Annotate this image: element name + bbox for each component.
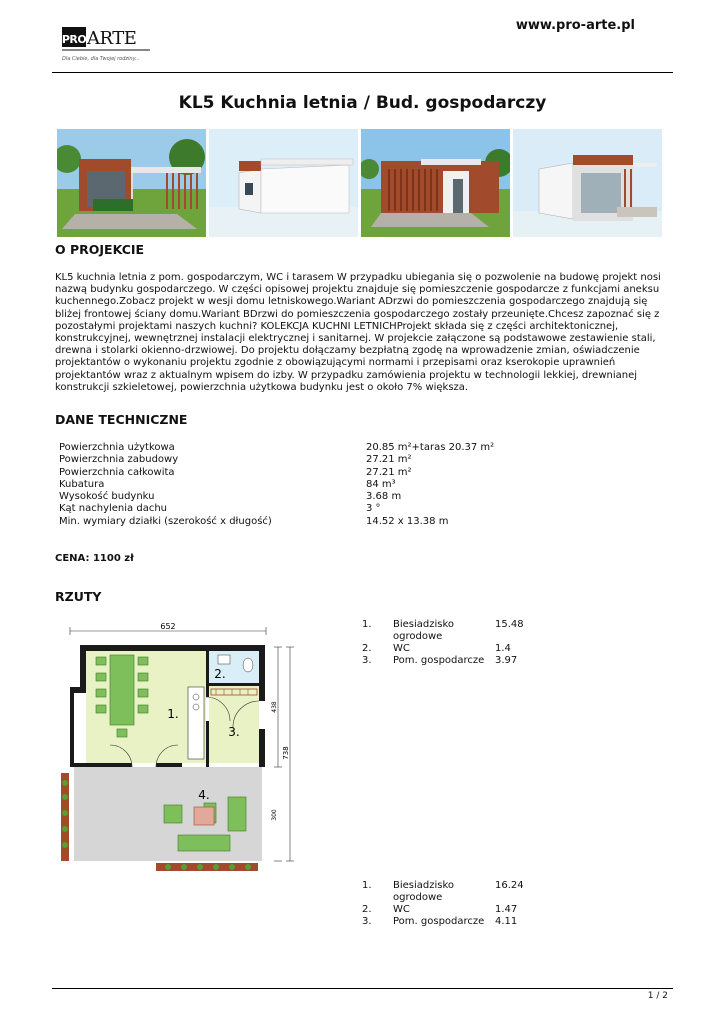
tech-row <box>59 491 494 503</box>
plans-heading: RZUTY <box>55 589 102 604</box>
tech-row <box>59 479 494 491</box>
header-divider <box>52 72 673 73</box>
visualization-image-1[interactable] <box>57 129 206 237</box>
price: CENA: 1100 zł <box>55 553 134 564</box>
room-label-4: 4. <box>198 788 210 802</box>
logo-tagline: Dla Ciebie, dla Twojej rodziny... <box>62 56 140 62</box>
room-name: WC <box>393 904 410 915</box>
tech-value: 20.85 m²+taras 20.37 m² <box>366 442 495 453</box>
tech-label: Kąt nachylenia dachu <box>59 503 168 515</box>
tech-row <box>59 454 494 466</box>
tech-value: 27.21 m² <box>366 454 412 466</box>
about-description: KL5 kuchnia letnia z pom. gospodarczym, WC i tarasem W przypadku ubiegania się o pozwolenie na budowę projekt nosi nazwą budynku gospodarczego. W części opisowej projektu znajduje się pomieszczenie gospodarcze z funkcjami aneksu kuchennego.Zobacz projekt w wesji domu letniskowego.Wariant ADrzwi do pomieszczenia gospodarczego znajdują się bliżej frontowej ściany domu.Wariant BDrzwi do pomieszczenia gospodarczego zostały przeunięte.Chcesz zapoznać się z pozostałymi projektami naszych kuchni? KOLEKCJA KUCHNI LETNICHProjekt składa się z części architektonicznej, konstrukcyjnej, wewnętrznej instalacji elektrycznej i sanitarnej. W projekcie załączone są podstawowe zestawienie stali, drewna i stolarki okienno-drzwiowej. Do projektu dołączamy bezpłatną zgodę na wprowadzenie zmian, oświadczenie projektantów o wykonaniu projektu zgodnie z obowiązującymi normami i przepisami oraz kserokopie uprawnień projektantów wraz z aktualnym wpisem do izby. W przypadku zamówienia projektu w technologii lekkiej, drewnianej konstrukcji szkieletowej, powierzchnia użytkowa budynku jest o około 7% większa. <box>55 272 661 393</box>
tech-label: Kubatura <box>59 478 105 490</box>
tech-value: 84 m³ <box>366 478 396 490</box>
tech-value: 14.52 x 13.38 m <box>366 515 449 527</box>
tech-value: 3.68 m <box>366 491 402 503</box>
room-number: 1. <box>362 880 372 891</box>
room-area: 15.48 <box>495 619 524 630</box>
tech-row <box>59 516 494 528</box>
page-number: 1 / 2 <box>647 991 668 1001</box>
room-area: 3.97 <box>495 655 518 666</box>
visualization-image-4[interactable] <box>513 129 662 237</box>
room-name: Biesiadzisko ogrodowe <box>393 880 455 903</box>
room-number: 2. <box>362 643 372 654</box>
room-area: 4.11 <box>495 916 518 927</box>
room-area: 1.4 <box>495 643 511 654</box>
tech-row <box>59 503 494 515</box>
tech-label: Powierzchnia użytkowa <box>59 442 175 453</box>
svg-text:ARTE: ARTE <box>87 28 137 49</box>
dim-right-total: 738 <box>282 746 290 760</box>
room-list-item <box>362 619 535 643</box>
dim-right-lower: 300 <box>271 809 278 821</box>
floor-plan[interactable] <box>52 617 302 875</box>
dim-width: 652 <box>160 622 176 631</box>
tech-value: 27.21 m² <box>366 466 412 478</box>
room-list-item <box>362 643 535 655</box>
room-area: 1.47 <box>495 904 518 915</box>
visualization-image-3[interactable] <box>361 129 510 237</box>
room-list-variant-a <box>362 619 535 667</box>
room-label-1: 1. <box>167 707 179 721</box>
room-number: 3. <box>362 655 372 666</box>
room-list-variant-b <box>362 880 535 928</box>
page-title: KL5 Kuchnia letnia / Bud. gospodarczy <box>178 93 547 113</box>
dim-right-upper: 438 <box>271 701 278 713</box>
tech-table <box>59 442 494 528</box>
tech-heading: DANE TECHNICZNE <box>55 412 188 427</box>
room-number: 3. <box>362 916 372 927</box>
room-number: 2. <box>362 904 372 915</box>
tech-value: 3 ° <box>366 503 381 515</box>
site-url[interactable]: www.pro-arte.pl <box>515 18 635 33</box>
room-name: Pom. gospodarcze <box>393 916 485 927</box>
footer-divider <box>52 988 673 989</box>
tech-row <box>59 467 494 479</box>
room-name: WC <box>393 643 410 654</box>
room-area: 16.24 <box>495 880 524 891</box>
room-list-item <box>362 880 535 904</box>
tech-label: Powierzchnia całkowita <box>59 466 175 478</box>
svg-text:PRO: PRO <box>62 33 87 46</box>
tech-label: Wysokość budynku <box>59 491 155 503</box>
visualization-image-2[interactable] <box>209 129 358 237</box>
room-name: Pom. gospodarcze <box>393 655 485 666</box>
room-label-2: 2. <box>214 667 226 681</box>
room-list-item <box>362 655 535 667</box>
tech-label: Powierzchnia zabudowy <box>59 454 179 466</box>
visualization-gallery <box>57 129 662 237</box>
room-list-item <box>362 916 535 928</box>
tech-label: Min. wymiary działki (szerokość x długość) <box>59 515 272 527</box>
room-number: 1. <box>362 619 372 630</box>
room-name: Biesiadzisko ogrodowe <box>393 619 455 642</box>
room-list-item <box>362 904 535 916</box>
room-label-3: 3. <box>228 725 240 739</box>
tech-row <box>59 442 494 454</box>
about-heading: O PROJEKCIE <box>55 242 145 257</box>
